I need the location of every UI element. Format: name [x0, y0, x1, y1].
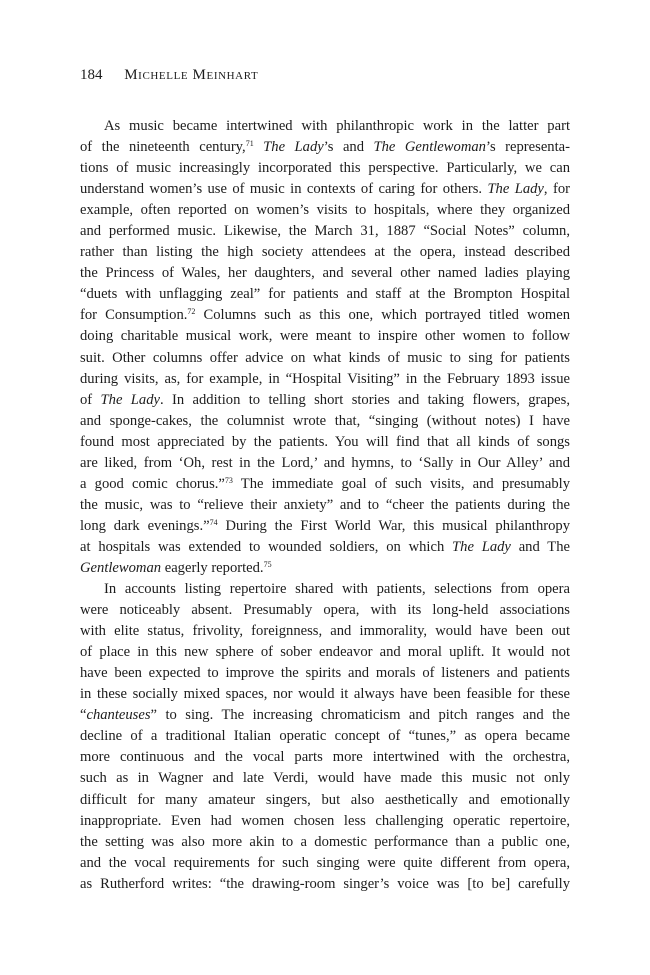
text-line: doing charitable musical work, were meant to inspire other women to follow — [80, 328, 570, 345]
footnote-ref: 72 — [187, 307, 196, 317]
italic-title: The Lady — [452, 538, 511, 555]
text-line: Gentlewoman eagerly reported.$^{75}$ — [80, 559, 272, 576]
text-line: the music, was to “relieve their anxiety” and to “cheer the patients during the — [80, 496, 570, 513]
text-line: example, often reported on women’s visits to hospitals, where they organized — [80, 202, 570, 219]
paragraph — [80, 579, 570, 895]
footnote-ref: 75 — [263, 559, 272, 569]
text-line: As music became intertwined with philanthropic work in the latter part — [104, 118, 570, 134]
text-line: “duets with unflagging zeal” for patients and staff at the Brompton Hospital — [80, 286, 570, 303]
text-line: difficult for many amateur singers, but also aesthetically and emotionally — [80, 791, 570, 808]
italic-title: The Lady — [487, 181, 544, 198]
text-line: at hospitals was extended to wounded soldiers, on which The Lady and The — [80, 538, 570, 555]
text-line: were noticeably absent. Presumably opera, with its long-held associations — [80, 602, 570, 619]
text-line: as Rutherford writes: “the drawing-room singer’s voice was [to be] carefully — [80, 875, 570, 892]
text-line: found most appreciated by the patients. You will find that all kinds of songs — [80, 433, 570, 450]
body-text — [80, 116, 570, 895]
italic-title: The Lady — [263, 139, 324, 156]
text-line: “chanteuses” to sing. The increasing chromaticism and pitch ranges and the — [80, 707, 570, 724]
paragraph — [80, 116, 570, 579]
text-line: the Princess of Wales, her daughters, and several other named ladies playing — [80, 265, 570, 282]
text-line: the setting was also more akin to a domestic performance than a public one, — [80, 833, 570, 850]
text-line: with elite status, frivolity, foreignness, and immorality, would have been out — [80, 623, 570, 640]
running-header — [80, 66, 258, 84]
page-number: 184 — [80, 67, 103, 83]
footnote-ref: 71 — [245, 139, 254, 149]
text-line: such as in Wagner and late Verdi, would have made this music not only — [80, 770, 570, 787]
text-line: are liked, from ‘Oh, rest in the Lord,’ and hymns, to ‘Sally in Our Alley’ and — [80, 454, 570, 471]
text-line: long dark evenings.”$^{74}$ During the First World War, this musical philanthropy — [80, 517, 570, 534]
text-line: and the vocal requirements for such singing were quite different from opera, — [80, 854, 570, 871]
text-line: a good comic chorus.”$^{73}$ The immediate goal of such visits, and presumably — [80, 475, 570, 492]
text-line: tions of music increasingly incorporated this perspective. Particularly, we can — [80, 160, 570, 177]
text-line: for Consumption.$^{72}$ Columns such as this one, which portrayed titled women — [80, 307, 570, 324]
text-line: understand women’s use of music in contexts of caring for others. The Lady, for — [80, 181, 570, 198]
text-line: decline of a traditional Italian operatic concept of “tunes,” as opera became — [80, 728, 570, 745]
text-line: of the nineteenth century,$^{71}$ The Lady’s and The Gentlewoman’s representa- — [80, 139, 570, 156]
text-line: inappropriate. Even had women chosen less challenging operatic repertoire, — [80, 812, 570, 829]
italic-title: The Gentlewoman — [373, 139, 486, 156]
text-line: of The Lady. In addition to telling short stories and taking flowers, grapes, — [80, 391, 570, 408]
footnote-ref: 73 — [224, 475, 233, 485]
text-line: In accounts listing repertoire shared with patients, selections from opera — [104, 581, 570, 598]
text-line: and sponge-cakes, the columnist wrote that, “singing (without notes) I have — [80, 412, 570, 429]
text-line: and performed music. Likewise, the March 31, 1887 “Social Notes” column, — [80, 223, 570, 240]
text-line: suit. Other columns offer advice on what kinds of music to sing for patients — [80, 349, 570, 366]
italic-title: The Lady — [100, 391, 160, 408]
text-line: during visits, as, for example, in “Hospital Visiting” in the February 1893 issue — [80, 370, 570, 387]
text-line: more continuous and the vocal parts more intertwined with the orchestra, — [80, 749, 570, 766]
italic-title: Gentlewoman — [80, 559, 162, 576]
running-head-author: Michelle Meinhart — [124, 67, 259, 83]
text-line: rather than listing the high society attendees at the opera, instead described — [80, 244, 570, 261]
footnote-ref: 74 — [209, 517, 218, 527]
italic-title: chanteuses — [86, 707, 151, 724]
text-line: in these socially mixed spaces, nor would it always have been feasible for these — [80, 686, 570, 703]
text-line: of place in this new sphere of sober endeavor and moral uplift. It would not — [80, 644, 570, 661]
text-line: have been expected to improve the spirits and morals of listeners and patients — [80, 665, 570, 682]
